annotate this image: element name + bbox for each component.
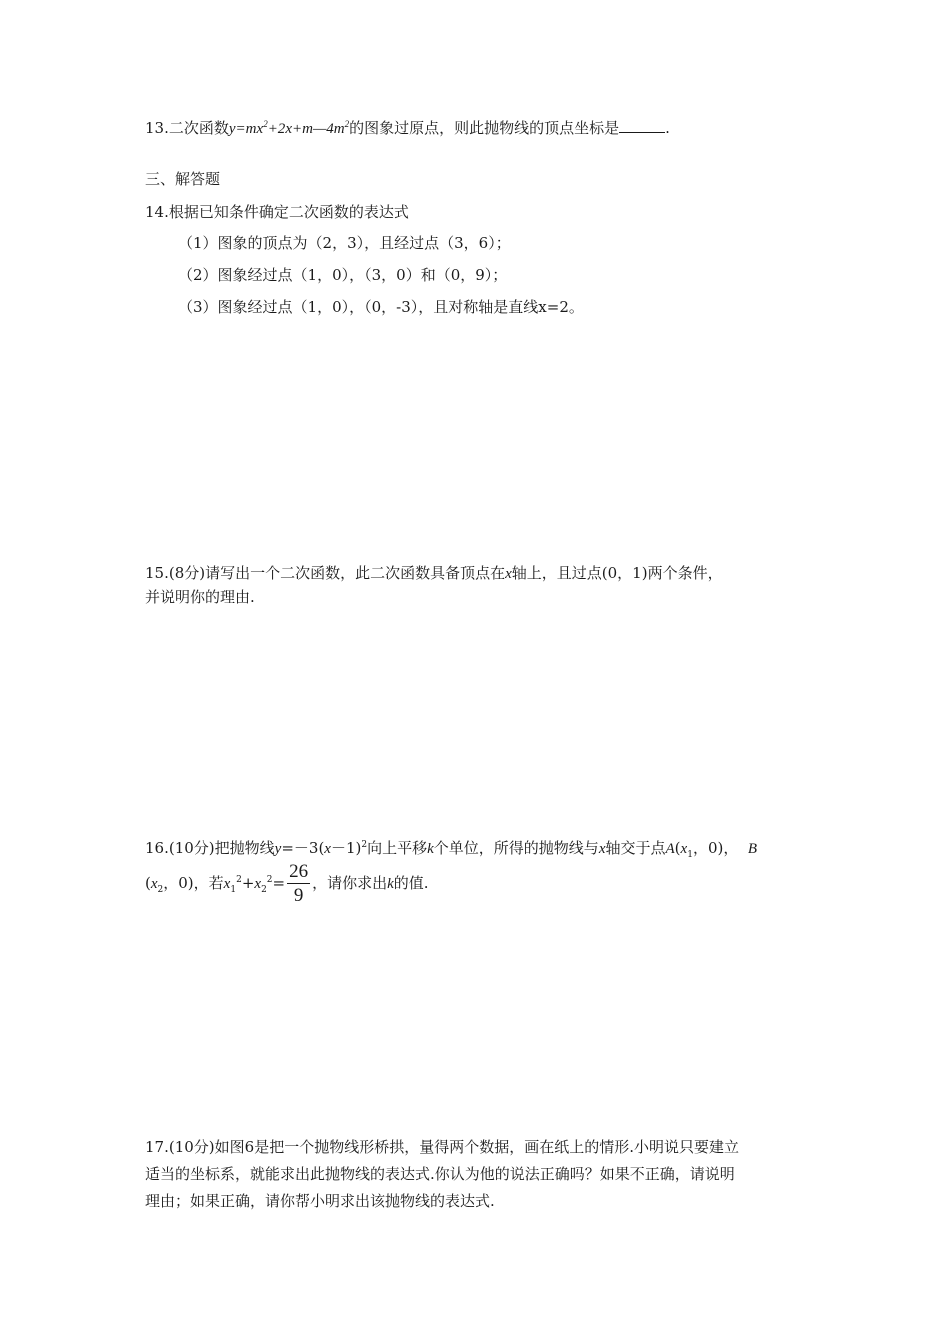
q13-text-b: 的图象过原点，则此抛物线的顶点坐标是 (349, 119, 620, 137)
question-16-line-1: 16.(10分)把抛物线$y=-3(x-1)^2$向上平移k个单位，所得的抛物线与x轴交于点$A(x_1$，0)， B (145, 839, 758, 860)
answer-blank[interactable] (619, 120, 665, 133)
question-14-title: 14.根据已知条件确定二次函数的表达式 (145, 203, 409, 221)
q13-number: 13. (145, 119, 169, 137)
question-16-line-2: ($x_2$，0)，若$x_1^2+x_2^2=$ $\frac{26}{9}$ ，请你求出k的值. (145, 860, 429, 906)
q14-item-3: （3）图象经过点（1，0），（0，-3），且对称轴是直线x=2。 (178, 298, 584, 316)
question-15-line-2: 并说明你的理由. (145, 588, 255, 606)
q13-end: . (665, 119, 670, 137)
q14-item-1: （1）图象的顶点为（2，3），且经过点（3，6）； (178, 234, 511, 252)
question-17-line-3: 理由；如果正确，请你帮小明求出该抛物线的表达式. (145, 1192, 495, 1210)
q13-text-a: 二次函数 (168, 119, 229, 137)
q13-formula: $y=mx^2+2x+m—4m^2$ (228, 119, 350, 137)
fraction-26-over-9: $\frac{26}{9}$ (289, 860, 309, 906)
q14-item-2: （2）图象经过点（1，0），（3，0）和（0，9）； (178, 266, 508, 284)
question-17-line-2: 适当的坐标系，就能求出此抛物线的表达式.你认为他的说法正确吗？如果不正确，请说明 (145, 1165, 735, 1183)
question-17-line-1: 17.(10分)如图6是把一个抛物线形桥拱，量得两个数据，画在纸上的情形.小明说只要建立 (145, 1138, 739, 1156)
section-title: 三、解答题 (145, 170, 221, 188)
question-13 (145, 118, 670, 139)
question-15-line-1: 15.(8分)请写出一个二次函数，此二次函数具备顶点在x轴上，且过点(0，1)两个条件， (145, 564, 723, 582)
